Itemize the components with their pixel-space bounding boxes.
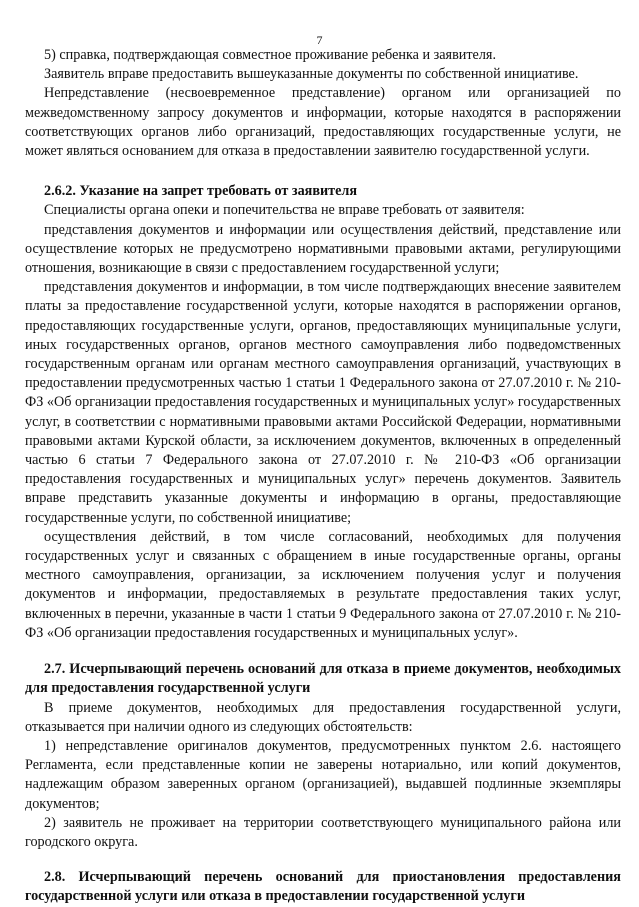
section-heading-2-8: 2.8. Исчерпывающий перечень оснований для приостановления предоставления государственной услуги или отказа в предоставлении государственной услуги xyxy=(25,869,621,905)
section-heading-2-7: 2.7. Исчерпывающий перечень оснований для отказа в приеме документов, необходимых для предоставления государственной услуги xyxy=(25,661,621,697)
section-heading-2-6-2: 2.6.2. Указание на запрет требовать от заявителя xyxy=(44,183,358,200)
paragraph: представления документов и информации, в том числе подтверждающих внесение заявителем платы за предоставление государственной услуги, которые находятся в распоряжении органов, предоставляющих государственные услуги, органов, предоставляющих муниципальные услуги, иных государственных органов, органов местного самоуправления либо подведомственных государственным органам или органам местного самоуправления организаций, участвующих в предоставлении предусмотренных частью 1 статьи 1 Федерального закона от 27.07.2010 г. № 210-ФЗ «Об организации предоставления государственных и муниципальных услуг» государственных услуг, в соответствии с нормативными правовыми актами Российской Федерации, нормативными правовыми актами Курской области, за исключением документов, включенных в определенный частью 6 статьи 7 Федерального закона от 27.07.2010 г. № 210-ФЗ «Об организации предоставления государственных и муниципальных услуг» перечень документов. Заявитель вправе представить указанные документы и информацию в органы, предоставляющие государственные услуги, по собственной инициативе; xyxy=(25,279,621,526)
paragraph: Специалисты органа опеки и попечительства не вправе требовать от заявителя: xyxy=(44,202,525,219)
paragraph: Непредставление (несвоевременное представление) органом или организацией по межведомственному запросу документов и информации, которые находятся в распоряжении соответствующих органов либо организаций, предоставляющих государственные услуги, не может являться основанием для отказа в предоставлении заявителю государственной услуги. xyxy=(25,85,621,160)
paragraph: 1) непредставление оригиналов документов, предусмотренных пунктом 2.6. настоящего Регламента, если представленные копии не заверены нотариально, или копий документов, надлежащим образом заверенных органом (организацией), выдавшей подлинные экземпляры документов; xyxy=(25,737,621,812)
paragraph: Заявитель вправе предоставить вышеуказанные документы по собственной инициативе. xyxy=(44,66,579,83)
paragraph: 5) справка, подтверждающая совместное проживание ребенка и заявителя. xyxy=(44,47,497,63)
paragraph: 2) заявитель не проживает на территории соответствующего муниципального района или городского округа. xyxy=(25,814,621,850)
page-number: 7 xyxy=(316,33,323,47)
paragraph: представления документов и информации или осуществления действий, представление или осуществление которых не предусмотрено нормативными правовыми актами, регулирующими отношения, возникающие в связи с предоставлением государственной услуги; xyxy=(25,221,621,277)
document-body xyxy=(25,46,621,907)
paragraph: осуществления действий, в том числе согласований, необходимых для получения государственных услуг и связанных с обращением в иные государственные органы, органы местного самоуправления, организации, за исключением получения услуг и получения документов и информации, предоставляемых в результате предоставления таких услуг, включенных в перечни, указанные в части 1 статьи 9 Федерального закона от 27.07.2010 г. № 210-ФЗ «Об организации предоставления государственных и муниципальных услуг». xyxy=(25,528,621,641)
paragraph: В приеме документов, необходимых для предоставления государственной услуги, отказывается при наличии одного из следующих обстоятельств: xyxy=(25,699,621,735)
